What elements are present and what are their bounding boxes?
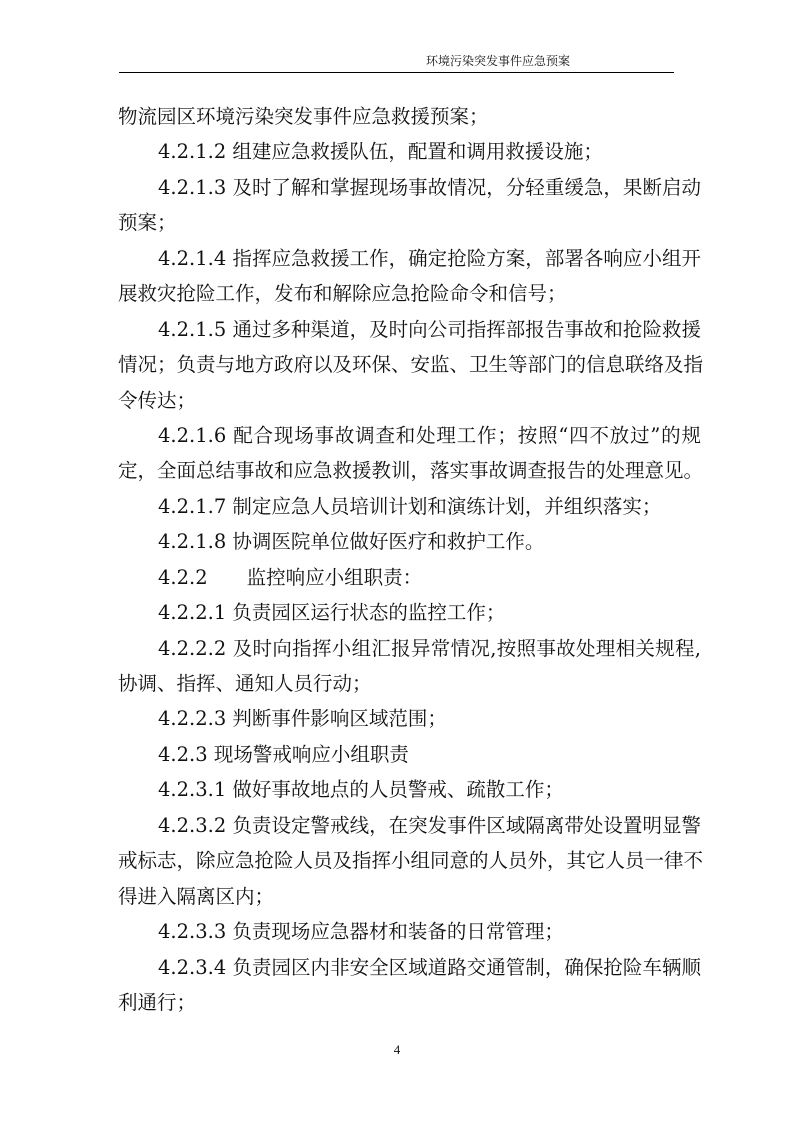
text-line: 4.2.2 监控响应小组职责： bbox=[158, 565, 423, 589]
text-line: 得进入隔离区内； bbox=[118, 884, 275, 908]
header-divider bbox=[119, 72, 674, 73]
text-line: 4.2.3.1 做好事故地点的人员警戒、疏散工作； bbox=[158, 778, 564, 802]
text-line: 4.2.1.6 配合现场事故调查和处理工作；按照“四不放过”的规 bbox=[158, 423, 701, 447]
text-line: 4.2.1.3 及时了解和掌握现场事故情况，分轻重缓急，果断启动 bbox=[158, 175, 701, 199]
text-line: 定，全面总结事故和应急救援教训，落实事故调查报告的处理意见。 bbox=[118, 459, 704, 483]
running-header-title: 环境污染突发事件应急预案 bbox=[425, 54, 570, 68]
text-line: 情况；负责与地方政府以及环保、安监、卫生等部门的信息联络及指 bbox=[118, 353, 704, 377]
text-line: 4.2.3 现场警戒响应小组职责 bbox=[158, 742, 409, 766]
text-line: 4.2.2.2 及时向指挥小组汇报异常情况,按照事故处理相关规程, bbox=[158, 636, 701, 660]
text-line: 戒标志，除应急抢险人员及指挥小组同意的人员外，其它人员一律不 bbox=[118, 849, 704, 873]
text-line: 展救灾抢险工作，发布和解除应急抢险命令和信号； bbox=[118, 282, 567, 306]
text-line: 预案； bbox=[118, 211, 177, 235]
text-line: 协调、指挥、通知人员行动； bbox=[118, 672, 372, 695]
text-line: 令传达； bbox=[118, 388, 197, 412]
document-body bbox=[118, 99, 704, 1020]
text-line: 4.2.1.2 组建应急救援队伍，配置和调用救援设施； bbox=[158, 140, 603, 164]
text-line: 利通行； bbox=[118, 990, 197, 1014]
text-line: 4.2.3.2 负责设定警戒线，在突发事件区域隔离带处设置明显警 bbox=[158, 813, 701, 837]
text-line: 物流园区环境污染突发事件应急救援预案； bbox=[118, 105, 489, 128]
text-line: 4.2.1.8 协调医院单位做好医疗和救护工作。 bbox=[158, 530, 545, 554]
text-line: 4.2.3.3 负责现场应急器材和装备的日常管理； bbox=[158, 920, 564, 944]
text-line: 4.2.1.5 通过多种渠道，及时向公司指挥部报告事故和抢险救援 bbox=[158, 317, 701, 341]
text-line: 4.2.1.4 指挥应急救援工作，确定抢险方案，部署各响应小组开 bbox=[158, 246, 701, 270]
text-line: 4.2.2.1 负责园区运行状态的监控工作； bbox=[158, 601, 506, 625]
text-line: 4.2.2.3 判断事件影响区域范围； bbox=[158, 707, 447, 731]
text-line: 4.2.1.7 制定应急人员培训计划和演练计划，并组织落实； bbox=[158, 494, 662, 518]
text-line: 4.2.3.4 负责园区内非安全区域道路交通管制，确保抢险车辆顺 bbox=[158, 955, 701, 979]
page-number: 4 bbox=[393, 1042, 401, 1057]
